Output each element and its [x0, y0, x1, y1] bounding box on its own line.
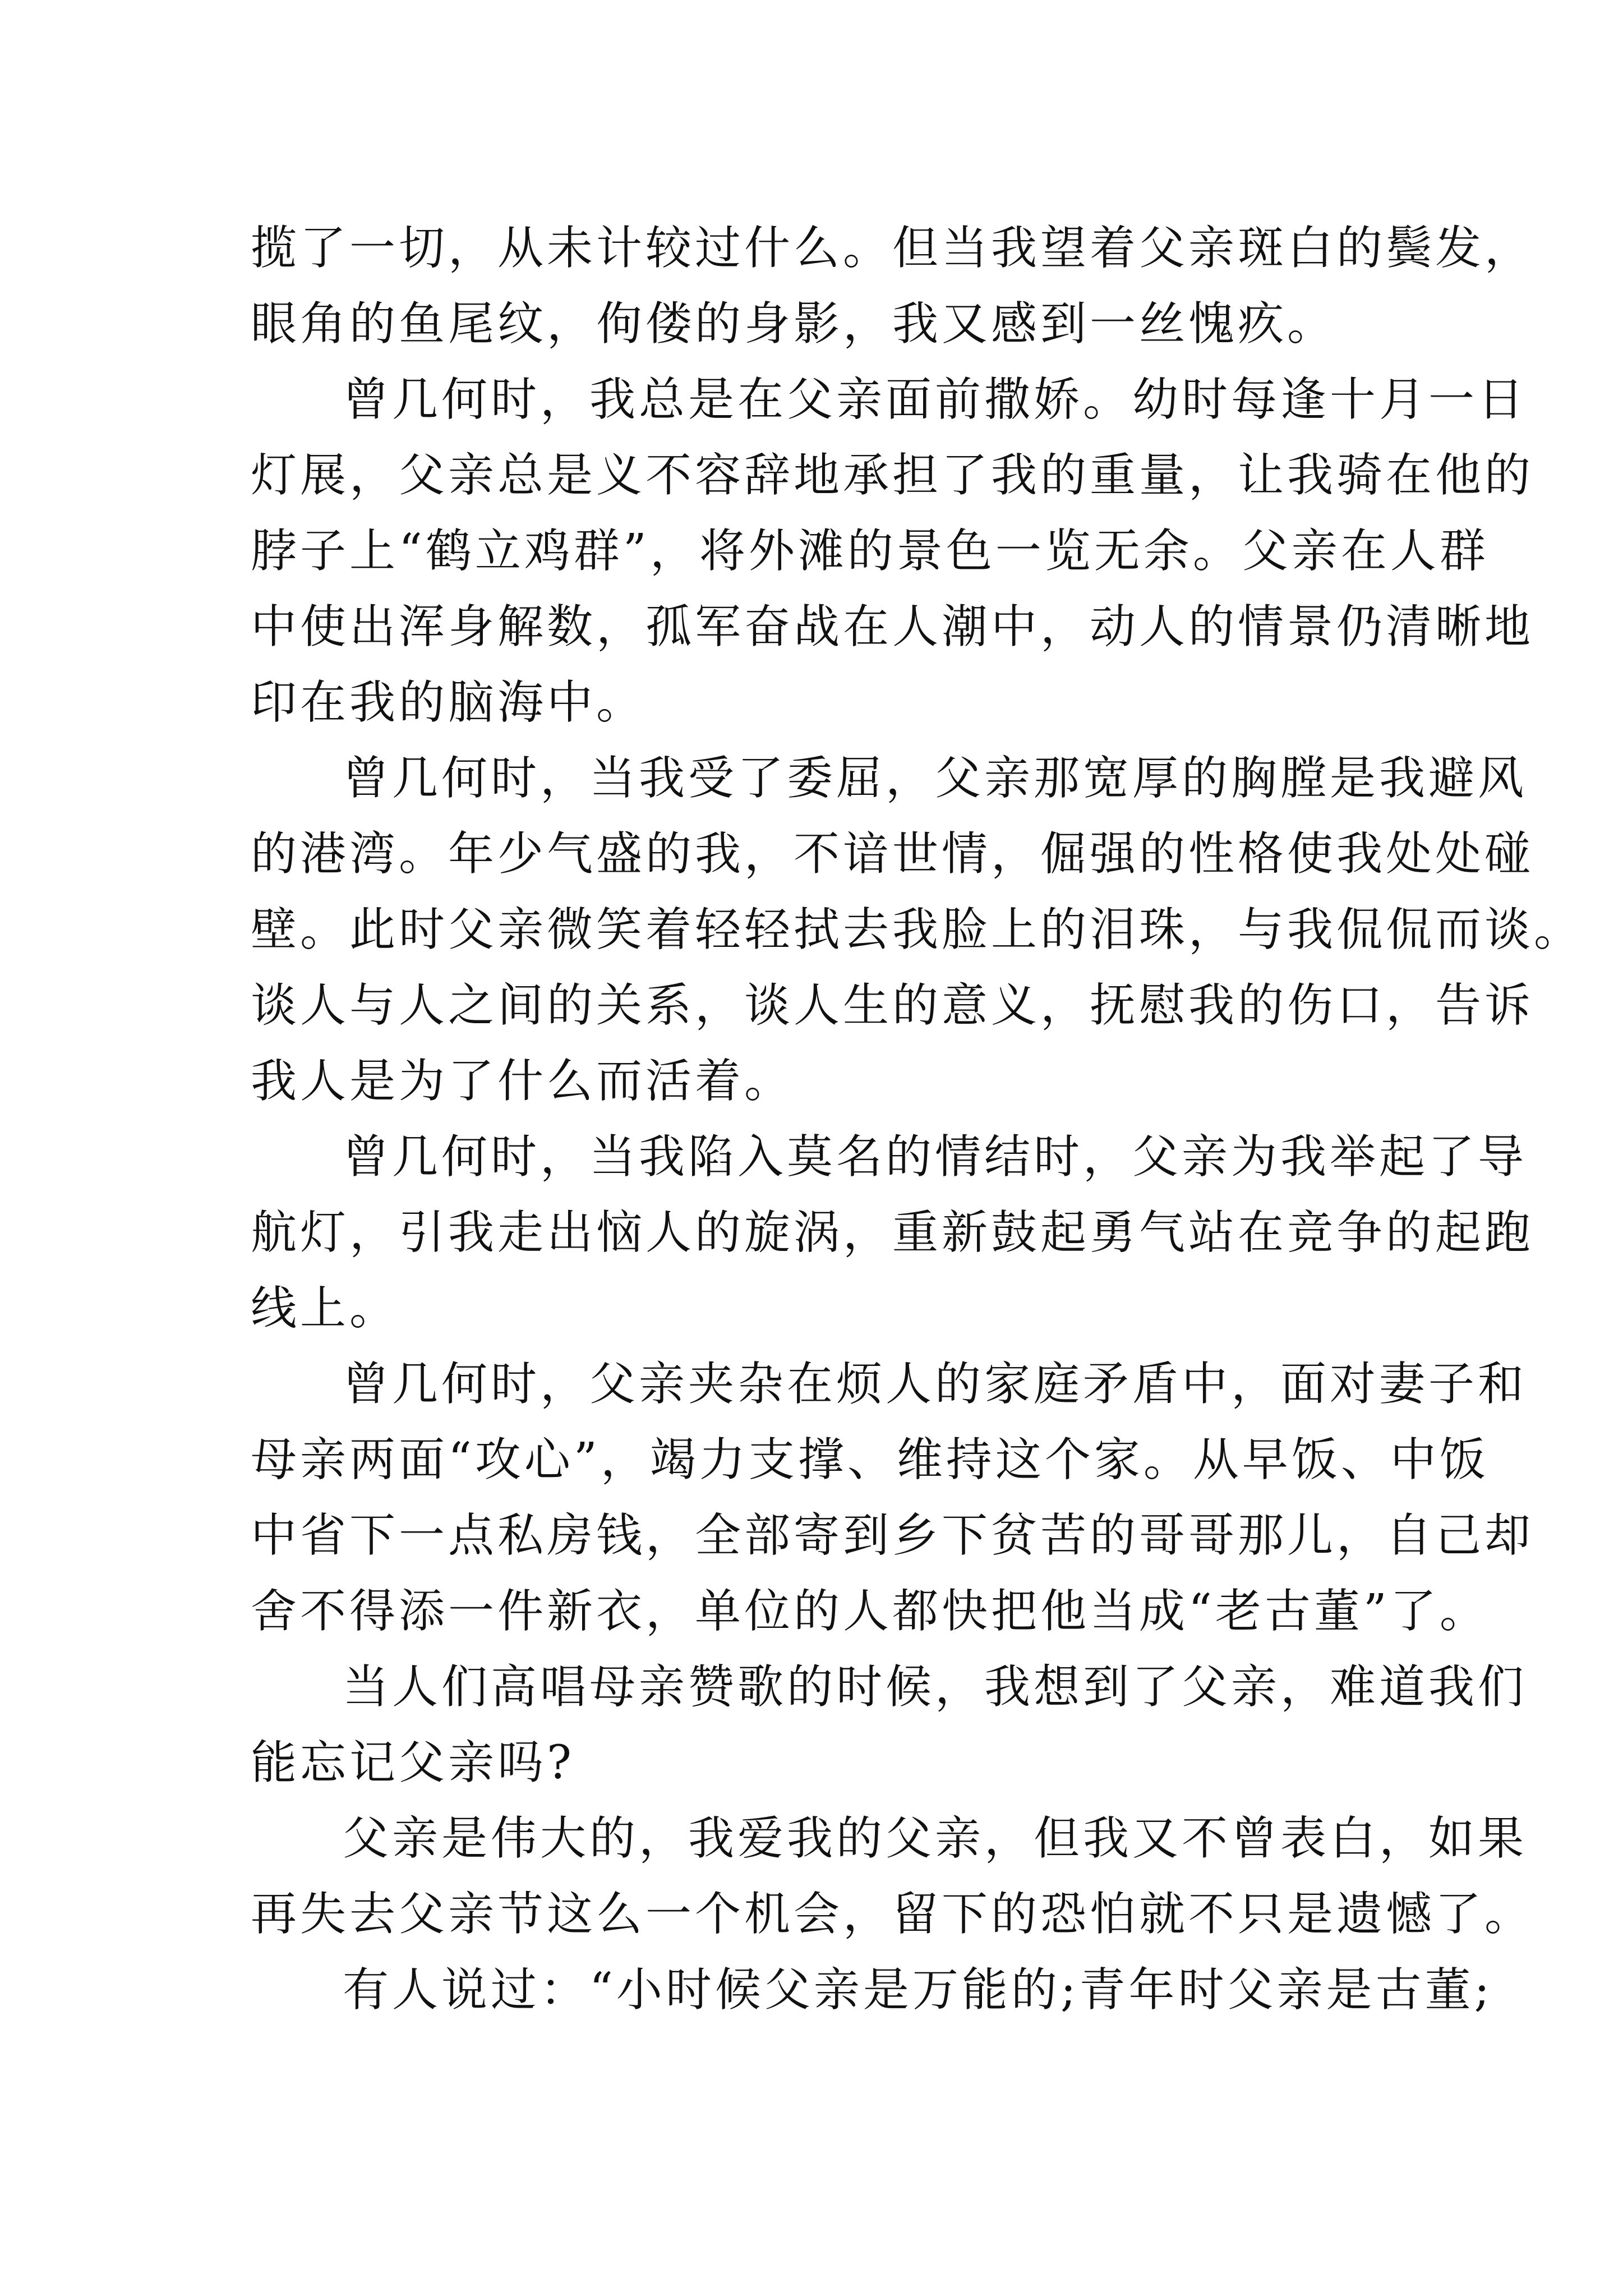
text-line: 舍不得添一件新衣，单位的人都快把他当成“老古董”了。 [251, 1585, 1489, 1638]
paragraph-lantern-festival [251, 362, 1534, 740]
paragraph-harbor [251, 740, 1584, 1119]
text-line: 灯展，父亲总是义不容辞地承担了我的重量，让我骑在他的 [251, 449, 1534, 502]
text-line: 曾几何时，当我陷入莫名的情结时，父亲为我举起了导 [343, 1130, 1528, 1184]
text-line: 的港湾。年少气盛的我，不谙世情，倔强的性格使我处处碰 [251, 827, 1534, 881]
text-line: 脖子上“鹤立鸡群”，将外滩的景色一览无余。父亲在人群 [251, 524, 1489, 578]
paragraph-beacon [251, 1119, 1534, 1346]
text-line: 眼角的鱼尾纹，佝偻的身影，我又感到一丝愧疚。 [251, 297, 1337, 351]
essay-body [251, 210, 1584, 2028]
text-line: 壁。此时父亲微笑着轻轻拭去我脸上的泪珠，与我侃侃而谈。 [251, 903, 1584, 956]
text-line: 曾几何时，当我受了委屈，父亲那宽厚的胸膛是我避风 [343, 752, 1528, 805]
text-line: 母亲两面“攻心”，竭力支撑、维持这个家。从早饭、中饭 [251, 1433, 1489, 1487]
text-line: 印在我的脑海中。 [251, 676, 646, 729]
text-line: 曾几何时，我总是在父亲面前撒娇。幼时每逢十月一日 [343, 373, 1528, 426]
text-line: 谈人与人之间的关系，谈人生的意义，抚慰我的伤口，告诉 [251, 979, 1534, 1032]
text-line: 当人们高唱母亲赞歌的时候，我想到了父亲，难道我们 [343, 1660, 1528, 1714]
text-line: 曾几何时，父亲夹杂在烦人的家庭矛盾中，面对妻子和 [343, 1358, 1528, 1411]
text-line: 能忘记父亲吗? [251, 1736, 575, 1789]
text-line: 父亲是伟大的，我爱我的父亲，但我又不曾表白，如果 [343, 1812, 1528, 1865]
text-line: 中省下一点私房钱，全部寄到乡下贫苦的哥哥那儿，自己却 [251, 1509, 1534, 1562]
text-line: 有人说过：“小时候父亲是万能的;青年时父亲是古董; [343, 1963, 1493, 2017]
text-line: 航灯，引我走出恼人的旋涡，重新鼓起勇气站在竞争的起跑 [251, 1206, 1534, 1259]
text-line: 线上。 [251, 1282, 399, 1335]
paragraph-family [251, 1346, 1534, 1649]
paragraph-fathers-day [251, 1801, 1534, 1952]
text-line: 我人是为了什么而活着。 [251, 1055, 794, 1108]
paragraph-quote [251, 1952, 1493, 2028]
text-line: 再失去父亲节这么一个机会，留下的恐怕就不只是遗憾了。 [251, 1888, 1534, 1941]
paragraph-continuation [251, 210, 1534, 362]
text-line: 中使出浑身解数，孤军奋战在人潮中，动人的情景仍清晰地 [251, 600, 1534, 654]
text-line: 揽了一切，从未计较过什么。但当我望着父亲斑白的鬓发， [251, 222, 1534, 275]
paragraph-mothers-song [251, 1649, 1528, 1801]
